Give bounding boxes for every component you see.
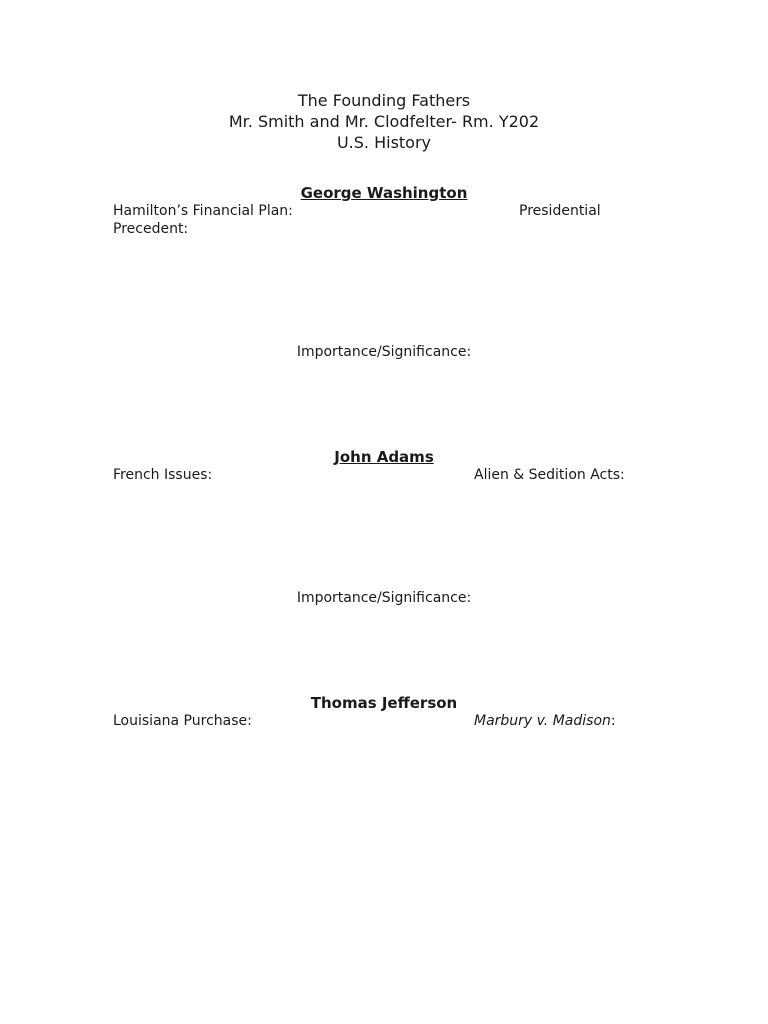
washington-right-label: Presidential — [519, 203, 601, 219]
washington-importance-label: Importance/Significance: — [296, 344, 472, 360]
adams-right-label: Alien & Sedition Acts: — [474, 467, 625, 483]
washington-right-label-continued: Precedent: — [113, 221, 189, 237]
washington-left-label: Hamilton’s Financial Plan: — [113, 203, 293, 219]
adams-left-label: French Issues: — [113, 467, 213, 483]
jefferson-case-name: Marbury v. Madison — [474, 713, 611, 729]
jefferson-left-label: Louisiana Purchase: — [113, 713, 252, 729]
section-heading-jefferson: Thomas Jefferson — [310, 694, 458, 712]
teachers-room-line: Mr. Smith and Mr. Clodfelter- Rm. Y202 — [228, 112, 540, 131]
course-name: U.S. History — [336, 133, 432, 152]
document-title: The Founding Fathers — [297, 91, 471, 110]
jefferson-right-label — [474, 712, 616, 730]
document-header — [0, 90, 768, 153]
section-heading-washington: George Washington — [300, 184, 468, 202]
jefferson-case-colon: : — [610, 713, 616, 729]
section-heading-adams: John Adams — [334, 448, 434, 466]
adams-importance-label: Importance/Significance: — [296, 590, 472, 606]
